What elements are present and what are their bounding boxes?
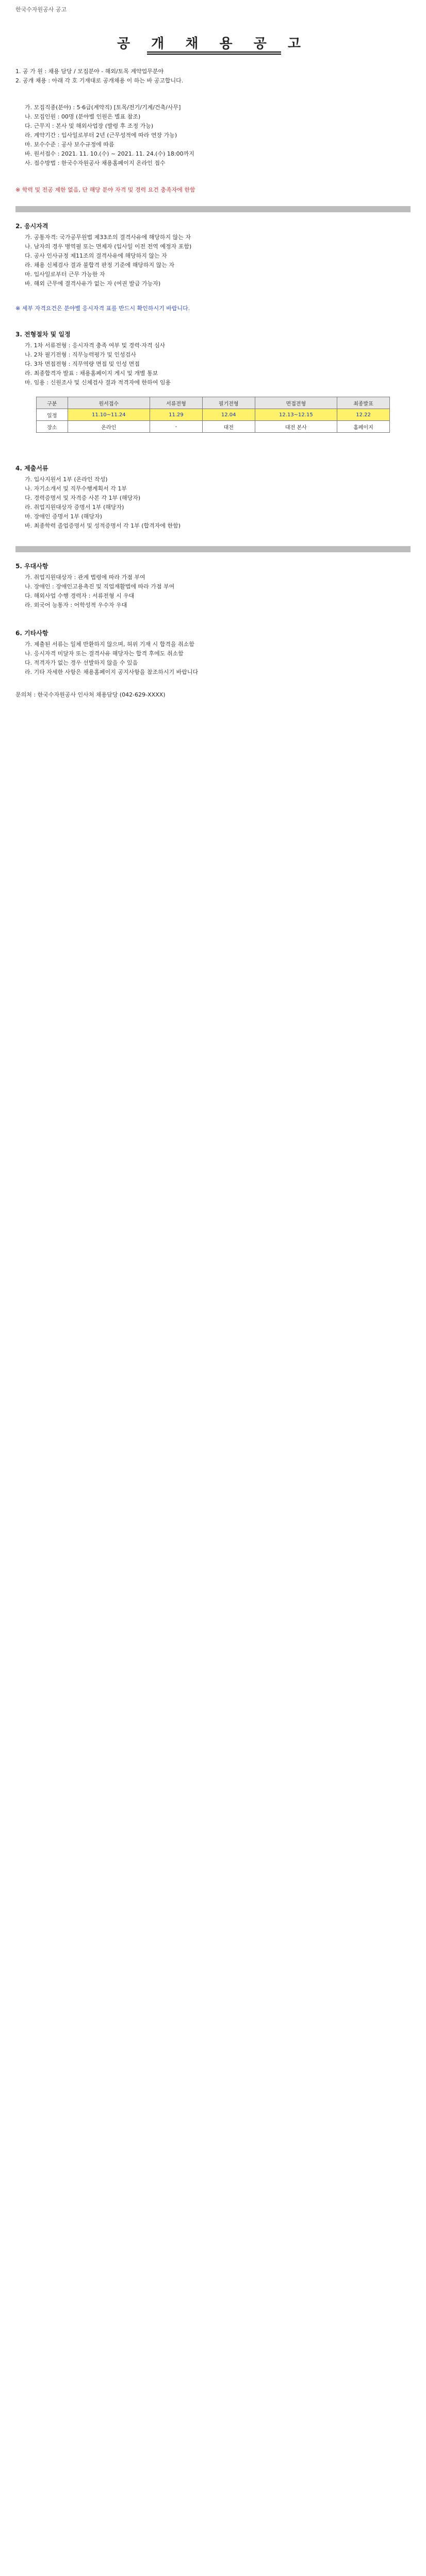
section-divider [15, 546, 411, 552]
overview-line: 나. 모집인원 : 00명 (분야별 인원은 별표 참조) [25, 113, 141, 120]
eligibility-line: 마. 입사일로부터 근무 가능한 자 [25, 271, 105, 278]
title-rule [147, 52, 281, 53]
schedule-table [36, 397, 390, 433]
section-divider [15, 206, 411, 212]
process-line: 나. 2차 필기전형 : 직무능력평가 및 인성검사 [25, 351, 136, 358]
overview-line: 다. 근무지 : 본사 및 해외사업장 (발령 후 조정 가능) [25, 123, 154, 129]
table-cell: 홈페이지 [337, 421, 390, 433]
overview-line: 사. 접수방법 : 한국수자원공사 채용홈페이지 온라인 접수 [25, 160, 166, 166]
process-line: 라. 최종합격자 발표 : 채용홈페이지 게시 및 개별 통보 [25, 370, 158, 377]
documents-line: 나. 자기소개서 및 직무수행계획서 각 1부 [25, 485, 127, 492]
table-header: 서류전형 [150, 397, 203, 409]
blue-note: ※ 세부 자격요건은 분야별 응시자격 표를 반드시 확인하시기 바랍니다. [15, 305, 190, 312]
table-header: 구분 [37, 397, 68, 409]
page-title: 공 개 채 용 공 고 [117, 36, 309, 52]
recruitment-overview [15, 103, 411, 168]
table-header-row [37, 397, 390, 409]
overview-line: 라. 계약기간 : 입사일로부터 2년 (근무성적에 따라 연장 가능) [25, 132, 177, 139]
preference-section [15, 562, 411, 610]
table-header: 원서접수 [68, 397, 150, 409]
process-line: 다. 3차 면접전형 : 직무역량 면접 및 인성 면접 [25, 361, 140, 367]
table-header: 필기전형 [202, 397, 255, 409]
intro-section [15, 67, 411, 86]
table-row [37, 409, 390, 421]
overview-line: 가. 모집직종(분야) : 5·6급(계약직) [토목/전기/기계/건축/사무] [25, 104, 181, 111]
table-cell: - [150, 421, 203, 433]
section-heading: 4. 제출서류 [15, 465, 48, 472]
process-line: 가. 1차 서류전형 : 응시자격 충족 여부 및 경력·자격 심사 [25, 342, 166, 349]
intro-line: 2. 공개 채용 : 아래 각 호 기재대로 공개채용 이 하는 바 공고합니다. [15, 77, 184, 84]
table-cell: 일정 [37, 409, 68, 421]
misc-section [15, 629, 411, 677]
misc-line: 나. 응시자격 미달자 또는 결격사유 해당자는 합격 후에도 취소함 [25, 650, 184, 657]
documents-section [15, 464, 411, 531]
table-row [37, 421, 390, 433]
intro-line: 1. 공 가 원 : 채용 담당 / 모집분야 - 해외/토목 계약업무분야 [15, 68, 164, 75]
documents-line: 라. 취업지원대상자 증명서 1부 (해당자) [25, 504, 124, 511]
preference-line: 다. 해외사업 수행 경력자 : 서류전형 시 우대 [25, 592, 135, 599]
misc-line: 라. 기타 자세한 사항은 채용홈페이지 공지사항을 참조하시기 바랍니다 [25, 669, 199, 675]
preference-line: 나. 장애인 : 장애인고용촉진 및 직업재활법에 따라 가점 부여 [25, 583, 175, 590]
title-rule-2 [147, 54, 281, 55]
table-cell: 온라인 [68, 421, 150, 433]
documents-line: 마. 장애인 증명서 1부 (해당자) [25, 513, 102, 520]
process-section [15, 330, 411, 387]
table-cell: 대전 [202, 421, 255, 433]
eligibility-line: 다. 공사 인사규정 제11조의 결격사유에 해당하지 않는 자 [25, 252, 167, 259]
overview-line: 마. 보수수준 : 공사 보수규정에 따름 [25, 141, 114, 148]
overview-line: 바. 원서접수 : 2021. 11. 10.(수) ~ 2021. 11. 24.(수) 18:00까지 [25, 150, 194, 157]
misc-line: 가. 제출된 서류는 일체 반환하지 않으며, 허위 기재 시 합격을 취소함 [25, 641, 194, 648]
misc-line: 다. 적격자가 없는 경우 선발하지 않을 수 있음 [25, 659, 138, 666]
table-cell: 장소 [37, 421, 68, 433]
process-line: 마. 임용 : 신원조사 및 신체검사 결과 적격자에 한하여 임용 [25, 379, 171, 386]
table-cell: 12.13~12.15 [255, 409, 337, 421]
preference-line: 가. 취업지원대상자 : 관계 법령에 따라 가점 부여 [25, 574, 145, 581]
announcement-page [15, 0, 411, 2576]
red-note: ※ 학력 및 전공 제한 없음, 단 해당 분야 자격 및 경력 요건 충족자에 한함 [15, 187, 195, 193]
table-header: 최종발표 [337, 397, 390, 409]
documents-line: 바. 최종학력 졸업증명서 및 성적증명서 각 1부 (합격자에 한함) [25, 522, 181, 529]
table-cell: 12.04 [202, 409, 255, 421]
documents-line: 가. 입사지원서 1부 (온라인 작성) [25, 476, 108, 483]
section-heading: 6. 기타사항 [15, 630, 48, 637]
eligibility-section [15, 222, 411, 289]
section-heading: 3. 전형절차 및 일정 [15, 331, 71, 338]
documents-line: 다. 경력증명서 및 자격증 사본 각 1부 (해당자) [25, 495, 141, 501]
table-cell: 대전 본사 [255, 421, 337, 433]
eligibility-line: 바. 해외 근무에 결격사유가 없는 자 (여권 발급 가능자) [25, 280, 161, 287]
eligibility-line: 가. 공통자격: 국가공무원법 제33조의 결격사유에 해당하지 않는 자 [25, 234, 191, 241]
table-cell: 12.22 [337, 409, 390, 421]
preference-line: 라. 외국어 능통자 : 어학성적 우수자 우대 [25, 602, 127, 608]
section-heading: 2. 응시자격 [15, 223, 48, 230]
table-cell: 11.10~11.24 [68, 409, 150, 421]
table-header: 면접전형 [255, 397, 337, 409]
section-heading: 5. 우대사항 [15, 563, 48, 570]
table-cell: 11.29 [150, 409, 203, 421]
contact-info: 문의처 : 한국수자원공사 인사처 채용담당 (042-629-XXXX) [15, 691, 166, 698]
issuer-header: 한국수자원공사 공고 [15, 6, 67, 13]
eligibility-line: 나. 남자의 경우 병역필 또는 면제자 (입사일 이전 전역 예정자 포함) [25, 243, 192, 250]
eligibility-line: 라. 채용 신체검사 결과 불합격 판정 기준에 해당하지 않는 자 [25, 262, 174, 268]
